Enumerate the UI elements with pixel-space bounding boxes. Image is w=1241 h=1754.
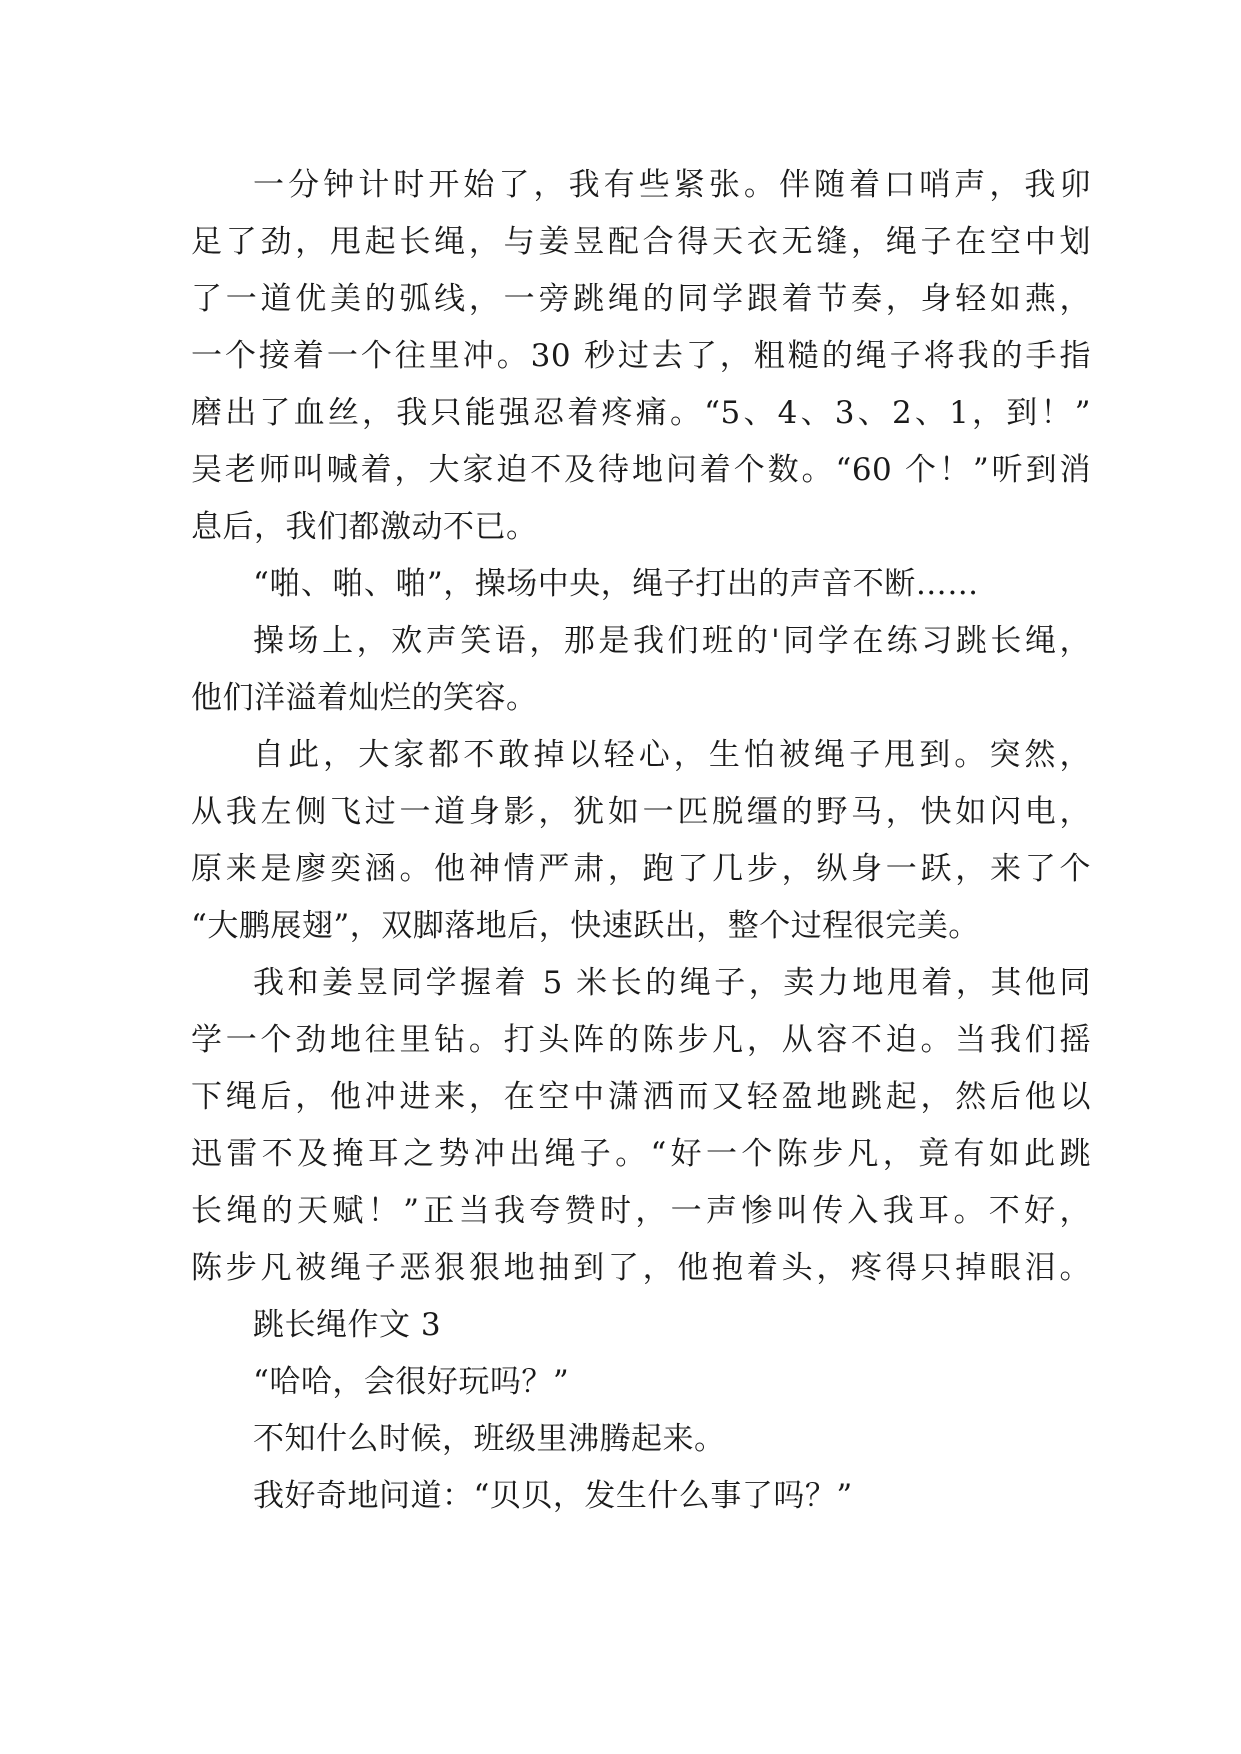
- paragraph-line: 下绳后，他冲进来，在空中潇洒而又轻盈地跳起，然后他以: [191, 1079, 1091, 1115]
- paragraph-line: 长绳的天赋！”正当我夸赞时，一声惨叫传入我耳。不好，: [191, 1193, 1091, 1229]
- paragraph-line: 足了劲，甩起长绳，与姜昱配合得天衣无缝，绳子在空中划: [191, 224, 1091, 260]
- paragraph-line: 我和姜昱同学握着 5 米长的绳子，卖力地甩着，其他同: [253, 965, 1091, 1001]
- paragraph-line: 他们洋溢着灿烂的笑容。: [191, 680, 538, 716]
- paragraph-line: 迅雷不及掩耳之势冲出绳子。“好一个陈步凡，竟有如此跳: [191, 1136, 1091, 1172]
- paragraph-line: 原来是廖奕涵。他神情严肃，跑了几步，纵身一跃，来了个: [191, 851, 1091, 887]
- paragraph-line: 自此，大家都不敢掉以轻心，生怕被绳子甩到。突然，: [253, 737, 1091, 773]
- paragraph-line: 了一道优美的弧线，一旁跳绳的同学跟着节奏，身轻如燕，: [191, 281, 1091, 317]
- paragraph-line: 磨出了血丝，我只能强忍着疼痛。“5、4、3、2、1，到！”: [191, 395, 1091, 431]
- section-heading: 跳长绳作文 3: [253, 1307, 442, 1343]
- paragraph-line: 不知什么时候，班级里沸腾起来。: [253, 1421, 726, 1457]
- paragraph-line: 从我左侧飞过一道身影，犹如一匹脱缰的野马，快如闪电，: [191, 794, 1091, 830]
- paragraph-line: 学一个劲地往里钻。打头阵的陈步凡，从容不迫。当我们摇: [191, 1022, 1091, 1058]
- paragraph-line: 吴老师叫喊着，大家迫不及待地问着个数。“60 个！”听到消: [191, 452, 1091, 488]
- paragraph-line: “哈哈，会很好玩吗？”: [253, 1364, 570, 1400]
- paragraph-line: 息后，我们都激动不已。: [191, 509, 538, 545]
- paragraph-line: 我好奇地问道：“贝贝，发生什么事了吗？”: [253, 1478, 853, 1514]
- paragraph-line: “啪、啪、啪”，操场中央，绳子打出的声音不断……: [253, 566, 979, 602]
- paragraph-line: 操场上，欢声笑语，那是我们班的'同学在练习跳长绳，: [253, 623, 1091, 659]
- paragraph-line: 陈步凡被绳子恶狠狠地抽到了，他抱着头，疼得只掉眼泪。: [191, 1250, 1091, 1286]
- paragraph-line: 一分钟计时开始了，我有些紧张。伴随着口哨声，我卯: [253, 167, 1091, 203]
- paragraph-line: 一个接着一个往里冲。30 秒过去了，粗糙的绳子将我的手指: [191, 338, 1091, 374]
- paragraph-line: “大鹏展翅”，双脚落地后，快速跃出，整个过程很完美。: [191, 908, 980, 944]
